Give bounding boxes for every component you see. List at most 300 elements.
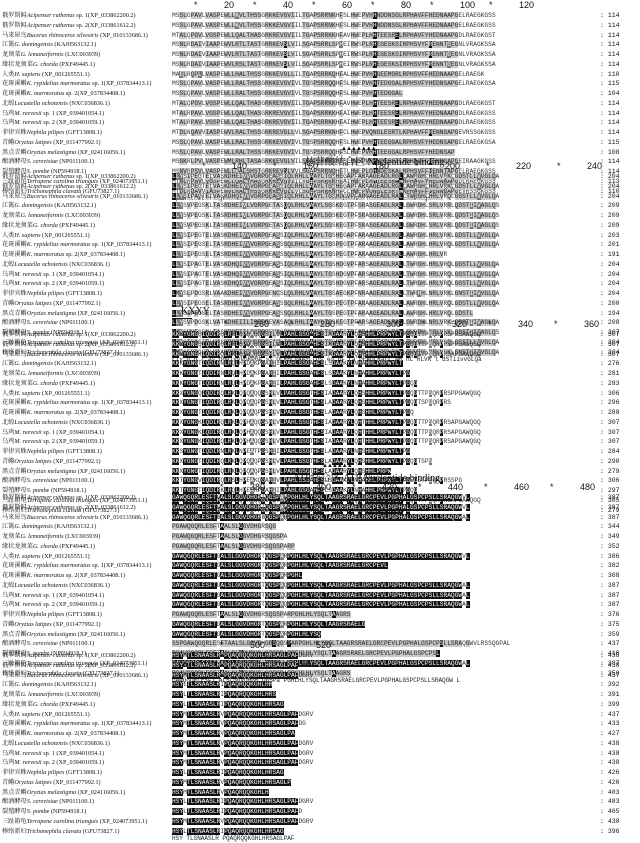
species-accession: (XP_024073951.1): [99, 338, 148, 346]
species-scientific-name: Oryzias latipes: [14, 457, 52, 465]
species-scientific-name: G. domingensis: [14, 360, 53, 368]
alignment-row: [0, 109, 640, 119]
species-chinese-name: 俄罗斯鲟: [2, 652, 27, 659]
residue-count-value: 204: [607, 348, 620, 356]
species-scientific-name: Trichonephila clavata: [26, 669, 82, 677]
residue-count: : 108: [600, 148, 620, 156]
species-scientific-name: Bucerus rhinoceros silvestris: [26, 513, 99, 521]
sequence-residues: LLYSVPEGSKLTASRDHEIVLVGRPGETASQQLRHLVAAYLSGSKEGTPFSRASGEADLRALLGWRDHLSRLVRRLQDSTIIVAGLQS: [172, 202, 500, 210]
sequence-residues: MTALRPAVLVGSPEWLLQALTHASGRKREVGVIILTGAPSRRKKHFAIHWEPLHHTEESRELRPHAVFYHEDNAAPGDLRAEGKGSS: [172, 119, 496, 127]
species-label: [2, 581, 168, 591]
residue-count: : 387: [600, 503, 620, 511]
species-accession: sp. 2(XP_037834408.1): [65, 572, 126, 579]
residue-count-value: 437: [607, 640, 620, 648]
residue-count: : 296: [600, 399, 620, 407]
species-accession: (LXC003939): [65, 51, 101, 58]
species-label: [2, 270, 168, 280]
species-label: [2, 493, 168, 503]
species-chinese-name: 乌鸡: [2, 601, 15, 609]
species-scientific-name: M. reevesii: [14, 280, 42, 288]
ruler-star: *: [356, 319, 360, 329]
species-chinese-name: 酿酒酵母: [2, 798, 27, 806]
alignment-row: [0, 50, 640, 60]
species-chinese-name: 马来犀鸟: [2, 671, 27, 679]
residue-count: : 376: [600, 611, 620, 618]
ruler-star: *: [273, 161, 277, 171]
species-accession: (NP594918.1): [50, 487, 87, 494]
species-chinese-name: 黑点青鳉: [2, 148, 27, 156]
sequence-residues: MSSLGPAVLVASPEWLLKVLTHSSGRKKEVGVIILTGAPSRRNKHFSLHWEPVHHNDDNSGLRPHAVFFHEDNAAPGELRAEGKGSS: [172, 12, 496, 19]
species-chinese-name: 裂殖酵母: [2, 808, 27, 815]
alignment-row: [0, 192, 640, 202]
species-label: [2, 591, 168, 601]
species-chinese-name: 人类: [2, 710, 15, 718]
species-scientific-name: Locustella ochotensis: [14, 99, 68, 107]
residue-count-value: 114: [607, 21, 620, 29]
residue-count: : 194: [600, 309, 620, 317]
residue-count: : 344: [600, 523, 620, 531]
residue-count: : 426: [600, 769, 620, 776]
alignment-row: [0, 710, 640, 720]
sequence-residues: R G P: [172, 507, 596, 515]
species-accession: (XP_024116056.1): [77, 630, 126, 638]
alignment-row: [0, 211, 640, 221]
species-accession: (NXC036836.1): [69, 418, 110, 426]
sequence-residues: W A HLHLYSQLTAAGRSRAELGRCPEVLPGPHALGSPCPSL: [172, 650, 596, 658]
species-accession: (XP_024073951.1): [99, 817, 148, 825]
residue-count: : 191: [600, 251, 620, 258]
species-label: [2, 31, 168, 41]
residue-count-value: 387: [607, 601, 620, 609]
sequence-residues: GAWQGQRLESFTGALSLGGVDHGRTQGSPAQPGHLHLYSQLTAAGRSRAELGRCPEVLPGPHALGSPCPSLLSRAQGWAL: [172, 581, 470, 589]
species-accession: (XP_010133686.1): [100, 192, 148, 200]
residue-count-value: 382: [607, 562, 620, 570]
species-label: [2, 739, 168, 749]
alignment-row: [0, 788, 640, 798]
ruler-tick-label: 440: [448, 482, 464, 492]
species-accession: (NP594918.1): [50, 650, 87, 657]
species-accession: (LXC003939): [65, 212, 101, 219]
species-scientific-name: G. chorda: [32, 221, 58, 229]
alignment-row: [0, 289, 640, 299]
species-accession: (NXC036836.1): [69, 260, 110, 268]
ruler-star: *: [550, 482, 554, 492]
species-scientific-name: G. lemaneiformis: [20, 51, 64, 58]
residue-count: : 279: [600, 506, 620, 514]
species-scientific-name: Locustella ochotensis: [14, 581, 68, 589]
residue-count-value: 201: [607, 241, 620, 249]
residue-count: : 307: [600, 428, 620, 436]
species-chinese-name: 人类: [2, 231, 15, 239]
species-label: [2, 260, 168, 270]
ruler-tick-label: 220: [516, 161, 532, 171]
alignment-row: [0, 581, 640, 591]
ruler-star: *: [253, 0, 257, 10]
species-scientific-name: H. sapiens: [14, 70, 41, 78]
species-chinese-name: 棒络新妇: [2, 506, 27, 514]
sequence-residues: LLYSIPEGSELTASRDHEIVVVGRPGEASSSQLRHLLAAYLTGSPEGTPFARAAGEADLRALLAWRGHLHRLVRQLGDSTLLVVGLQA: [172, 241, 500, 249]
species-scientific-name: K. rypidelius marmoratus: [26, 562, 91, 570]
species-scientific-name: G. chorda: [32, 542, 58, 550]
alignment-row: [0, 542, 640, 552]
sequence-residues: HSYMTLSNAASLRVPQAQRQQKGHLHRSAGLPAFDG: [172, 720, 306, 728]
species-accession: sp. 1 (XP_039401054.1): [43, 591, 105, 599]
species-accession: (LXC003939): [65, 691, 101, 698]
sequence-residues: MAELRQPLLVASPEWLLHALTHSSGRKKEVGLLILTGAPSRRKQHFALHWEPVHHGEEMGRLRPHSVFFHEDNAAPGELRAEGK: [172, 70, 485, 78]
species-scientific-name: Acipenser ruthenus: [26, 21, 75, 29]
species-scientific-name: Locustella ochotensis: [14, 418, 68, 426]
species-accession: (XP_001265551.1): [42, 70, 90, 78]
species-label: [2, 552, 168, 562]
sequence-residues: KKXYGNGTIQDIRQLRKLQPQAQPGSRLVLPAHLGSGTHFSLADAARYLQHSHHLPRPW: [172, 467, 392, 475]
alignment-row: [0, 40, 640, 50]
residue-count-value: 204: [607, 290, 620, 297]
ruler-tick-label: 500: [250, 640, 266, 650]
species-accession: (XP_024073951.1): [99, 496, 148, 504]
species-accession: (NP594918.1): [50, 168, 87, 175]
residue-count: : 209: [600, 202, 620, 210]
alignment-row: [0, 379, 640, 389]
sequence-residues: HSYMTLSNAASLRVPQAQRQQKGHLHRSAGLPAFDGRV: [172, 661, 314, 669]
residue-count-value: 307: [607, 418, 620, 426]
ruler-tick-label: 20: [224, 0, 235, 10]
sequence-residues: W A HLHLYSQLTAAGRS: [172, 670, 596, 678]
sequence-residues: MSSLGPAVLVASPEWLLKVLTHSSGRKKEVGVIILTGAPSRRNKHFSLHWEPVHHNDDNSGLRPHAVFFHEDNAAPGELRAEGKGSS: [172, 21, 496, 29]
residue-count: : 438: [600, 739, 620, 747]
residue-count: : 387: [600, 494, 620, 501]
residue-count-value: 368: [607, 572, 620, 579]
species-accession: (XP_024116056.1): [77, 309, 126, 317]
residue-count-value: 208: [607, 319, 620, 327]
species-scientific-name: Acipenser ruthenus: [26, 503, 75, 511]
residue-count-value: 114: [607, 51, 620, 58]
species-scientific-name: G. lemaneiformis: [20, 370, 64, 377]
species-label: [2, 408, 168, 418]
species-scientific-name: Oryzias melastigma: [26, 788, 77, 796]
residue-count: : 359: [600, 630, 620, 638]
species-accession: sp. 1 (XP_039401054.1): [43, 109, 105, 117]
species-label: [2, 651, 168, 661]
sequence-residues: LLYSVPEGSKLTASRDHEIVLVGRPGETASQQLRHLVAAYLSGSKEGTPFSRASGEADLRALLGWRDHLSRLVRRLQDSTIIVAGLQS: [172, 221, 500, 229]
residue-count-value: 416: [607, 650, 620, 657]
sequence-residues: HSYMTLSNAASLRVPQAQRQQKGHLHRSAGLPAFDGRV: [172, 652, 314, 659]
species-accession: sp. 1(XP_037834413.1): [92, 399, 152, 407]
residue-count-value: 305: [607, 496, 620, 504]
sequence-residues: LLYSIPAGTELVASKDHQIVVVGRPGEASSIQLRHLLAAYLTGSHDGVPFARSAGEADLRALLTWRGHLHRLVRQLGGSTLLVVGLQA: [172, 260, 500, 268]
species-label: [2, 172, 168, 182]
species-label: [2, 457, 168, 467]
alignment-row: [0, 758, 640, 768]
sequence-residues: MSGKRLPVLVASPEWMLRHLTASAGRKKEVGLVILSGAPSRRNSHFSLHWEPVRHNDESGTLRPHAVFFRENNGAPGEIRAAGKGSS: [172, 158, 496, 166]
species-scientific-name: Oryzias melastigma: [26, 309, 77, 317]
species-label: [2, 70, 168, 80]
species-chinese-name: 三趾箱龟: [2, 177, 27, 185]
species-chinese-name: 花斑溪鳉: [2, 399, 27, 407]
species-scientific-name: S. cerevisiae: [26, 640, 58, 648]
alignment-row: [0, 70, 640, 80]
residue-count-value: 438: [607, 661, 620, 669]
sequence-residues: PGAWQGQRLESFTAALSLGGVDHGRSQG: [172, 523, 277, 531]
ruler-tick-label: 380: [250, 482, 266, 492]
species-chinese-name: 乌鸡: [2, 759, 15, 767]
residue-count-value: 307: [607, 438, 620, 446]
species-label: [2, 398, 168, 408]
species-label: [2, 797, 168, 807]
species-accession: (XP_024116056.1): [77, 788, 126, 796]
residue-count-value: 307: [607, 350, 620, 358]
species-scientific-name: M. reevesii: [14, 601, 42, 609]
alignment-row: [0, 749, 640, 759]
alignment-row: [0, 340, 640, 350]
alignment-row: [0, 369, 640, 379]
residue-count-value: 350: [607, 669, 620, 677]
species-chinese-name: 俄罗斯鲟: [2, 503, 27, 511]
species-label: [2, 522, 168, 532]
species-label: [2, 532, 168, 542]
species-chinese-name: 黑点青鳉: [2, 309, 27, 317]
ruler-star: *: [371, 0, 375, 10]
residue-count: : 114: [600, 99, 620, 107]
species-scientific-name: Bucerus rhinoceros silvestris: [26, 671, 99, 679]
sequence-residues: HSYLTLSNAASLRIPQAQRQQKGHLHRSAGLPAFD: [172, 808, 303, 815]
alignment-row: [0, 221, 640, 231]
species-accession: (GFT13808.1): [65, 290, 102, 297]
species-accession: (GFU73827.1): [82, 187, 120, 195]
alignment-row: [0, 60, 640, 70]
species-chinese-name: 青鳉: [2, 138, 15, 146]
consensus-line: HSY TLSNAASLR PQAQRQQKGHLHRSAGLPAF: [172, 835, 295, 843]
residue-count: : 204: [600, 338, 620, 346]
alignment-row: [0, 138, 640, 148]
consensus-line: GAWQGQRLESFT ALSLGGVDHGR QGSPa PGHLHLYSQLTAAGRSRAELGRCPEVLPGPHALGSPCPSLLSRAQGW L: [172, 677, 461, 685]
residue-count-value: 427: [607, 730, 620, 737]
ruler-tick-label: 280: [320, 319, 336, 329]
species-chinese-name: 北蝗: [2, 739, 15, 747]
residue-count: : 203: [600, 231, 620, 239]
alignment-row: [0, 690, 640, 700]
residue-count: : 201: [600, 241, 620, 249]
sequence-residues: KKXYGNGQIQDIRQLRKLQPQAQQGSRLVLPAHLGSGTHFSIADAARYLQHSHHLPRPWYLTPGQGTTPSQRPRSPPGAWQGQ: [172, 340, 481, 348]
alignment-row: [0, 279, 640, 289]
ruler-tick-label: 400: [316, 482, 332, 492]
residue-count: : 392: [600, 681, 620, 689]
sequence-residues: HSYLTLSNAASLRIPQAQRQQKGHLHR: [172, 681, 273, 689]
species-chinese-name: 龙须菜: [2, 51, 21, 58]
consensus-line: LtGaPSRR es: [254, 195, 338, 203]
sequence-residues: KKXYGNGKIQDIRQLRKLQPHAQQGSRLVLPAHLGSGTHFSIADAARYLQHTHHLPRPWYLTPGQGTTPSQRPRSAPGAWQGQ: [172, 428, 481, 436]
species-label: [2, 60, 168, 70]
sequence-residues: LLYSIPEGTELVASKDHEIVVVGRPGEASSIQLRHLLAAYLTGSHEGAPFARAAGEADLRGLLAWRGHLHRLVRKLGDSTLLVVGLQA: [172, 182, 500, 190]
species-chinese-name: 乌鸡: [2, 428, 15, 436]
residue-count-value: 114: [607, 129, 620, 136]
species-chinese-name: 花斑溪鳉: [2, 562, 27, 570]
species-label: [2, 447, 168, 457]
residue-count-value: 437: [607, 710, 620, 718]
species-label: [2, 690, 168, 700]
species-accession: (NP011100.1): [59, 477, 95, 485]
species-accession: (NP011100.1): [59, 798, 95, 806]
residue-count: : 281: [600, 370, 620, 377]
species-accession: (KAJ0563132.1): [54, 523, 97, 531]
species-label: [2, 827, 168, 837]
ruler-star: *: [554, 319, 558, 329]
species-chinese-name: 菲律宾蛛: [2, 290, 27, 297]
species-chinese-name: 缘状龙须菜: [2, 700, 33, 708]
residue-count: : 307: [600, 418, 620, 426]
species-accession: sp. 1(XP_033862200.2): [76, 331, 136, 338]
ruler-star: *: [488, 319, 492, 329]
species-scientific-name: Terrapene carolina triunguis: [26, 817, 99, 825]
alignment-row: [0, 389, 640, 399]
sequence-residues: GAWQGQRLESFTGALSLGGVDHGRTQGSPAQPGHLHLYSQLTAAGRSRAELGRCPEVLPGPHALGSPCPSLLSRAQGWAL: [172, 513, 470, 521]
ruler-star: *: [484, 482, 488, 492]
residue-count: : 114: [600, 119, 620, 127]
species-chinese-name: 江篱: [2, 202, 15, 210]
species-scientific-name: Trichonephila clavata: [26, 506, 82, 514]
species-accession: sp. 1(XP_037834413.1): [92, 241, 152, 249]
species-chinese-name: 北蝗: [2, 260, 15, 268]
residue-count: : 204: [600, 280, 620, 288]
species-chinese-name: 人类: [2, 70, 15, 78]
residue-count-value: 200: [607, 299, 620, 307]
species-chinese-name: 马来犀鸟: [2, 350, 27, 358]
species-accession: (XP_024116056.1): [77, 467, 126, 475]
residue-count: : 110: [600, 187, 620, 195]
species-accession: (PXF49445.1): [59, 379, 95, 387]
species-scientific-name: Nephila pilipes: [26, 769, 65, 776]
residue-count: : 113: [600, 177, 620, 185]
sequence-residues: KKTYGNGTIQDIRKLRQLHPEAKPGARIILPAHLGSGAHFSLSDAAKYLNHAHHLPRPWYLTPGQG: [172, 487, 418, 494]
alignment-row: [0, 610, 640, 620]
residue-count-value: 114: [607, 41, 620, 49]
sequence-residues: GAWQGQRLESFTGALSLGGVDHGRTQGSPARPGHL: [172, 572, 303, 579]
residue-count: : 350: [600, 669, 620, 677]
alignment-row: [0, 79, 640, 89]
species-accession: sp. 1(XP_037834413.1): [92, 720, 152, 728]
residue-count: : 306: [600, 389, 620, 397]
residue-count-value: 296: [607, 399, 620, 407]
sequence-residues: HSYMTLSNAASLRVPQAQRQQKGHLHRSAGLPAFDGRV: [172, 710, 314, 718]
sequence-residues: KKTYGNGVIQDIRQLRSLHPEAKQGARIVLPAHLGSGAHFSLSDAAKYLNHAHHLPRPWYLTPGEGSTPSQRPRSSPG: [172, 477, 463, 485]
species-scientific-name: Terrapene carolina triunguis: [26, 496, 99, 504]
residue-count-value: 386: [607, 552, 620, 560]
residue-count: : 204: [600, 270, 620, 278]
species-label: [2, 279, 168, 289]
alignment-row: [0, 739, 640, 749]
species-label: [2, 299, 168, 309]
alignment-row: [0, 680, 640, 690]
species-accession: sp. 1 (XP_039401054.1): [43, 749, 105, 757]
species-scientific-name: Acipenser ruthenus: [26, 182, 75, 190]
sequence-residues: MSSLQPAVLVASPEWLLRALTHSSGRKKEVGVIVLTGSPSRRQQHFSLHWEPVHHTEEGGALRPHSVFYHEDNSAP: [172, 148, 455, 156]
species-label: [2, 11, 168, 21]
alignment-row: [0, 661, 640, 671]
alignment-row: [0, 250, 640, 260]
species-chinese-name: 俄罗斯鲟: [2, 661, 27, 669]
species-accession: (NXC036836.1): [69, 581, 110, 589]
ruler-star: *: [430, 0, 434, 10]
ruler-star: *: [290, 319, 294, 329]
residue-count: : 399: [600, 700, 620, 708]
residue-count: : 307: [600, 340, 620, 348]
residue-count: : 438: [600, 749, 620, 757]
species-label: [2, 768, 168, 778]
species-scientific-name: Oryzias latipes: [14, 138, 52, 146]
sequence-residues: Y G A H I V GR G C A TG G F R L W HHL RL RKLGNSTIIVVGLQA: [172, 349, 596, 357]
species-scientific-name: S. pombe: [26, 487, 50, 494]
species-scientific-name: G. domingensis: [14, 681, 53, 689]
residue-count: : 368: [600, 572, 620, 579]
alignment-row: [0, 330, 640, 340]
residue-count-value: 392: [607, 681, 620, 689]
ruler-star: *: [418, 482, 422, 492]
residue-count: : 438: [600, 759, 620, 767]
alignment-row: [0, 89, 640, 99]
residue-count: : 207: [600, 329, 620, 336]
sequence-residues: SSPGAWQGQRLESFTAALSLGGVDHGRSQGSPARPGHLHLYSQLTAAGRSRAELGRCPEVLPGPHALGSPCPSLLSRAQGWVLRSSQGPAL: [172, 640, 511, 648]
sequence-residues: MTALRPAVLVGSPEWLLQALTHASGRKREVGVIILTGAPSRRKKHFAIHWEPLHHTEESRELRPHAVFYHEDNAAPGDLRAEGKGSS: [172, 177, 496, 185]
residue-count-value: 108: [607, 148, 620, 156]
alignment-row: [0, 729, 640, 739]
ruler-star: *: [344, 161, 348, 171]
residue-count: : 204: [600, 290, 620, 297]
residue-count: : 204: [600, 192, 620, 200]
species-chinese-name: 棒络新妇: [2, 187, 27, 195]
residue-count-value: 426: [607, 769, 620, 776]
ruler-tick-label: 60: [342, 0, 353, 10]
species-scientific-name: Oryzias latipes: [14, 299, 52, 307]
species-chinese-name: 北蝗: [2, 418, 15, 426]
residue-count: : 290: [600, 457, 620, 465]
species-label: [2, 561, 168, 571]
species-chinese-name: 缘状龙须菜: [2, 542, 33, 550]
residue-count: : 403: [600, 788, 620, 796]
species-scientific-name: Nephila pilipes: [26, 448, 65, 455]
species-accession: (XP_011477992.1): [53, 778, 101, 786]
alignment-row: [0, 21, 640, 31]
species-accession: sp. 2 (XP_039401059.1): [43, 438, 105, 446]
ruler-tick-label: 420: [382, 482, 398, 492]
species-scientific-name: Trichonephila clavata: [26, 827, 82, 835]
sequence-residues: LLYSIPEGSELTASRDHEIVVVGRPGEASSSQLRHLLAAYLTGSPEGTPFARAAGEADLRALLAWRGHLHRLVR: [172, 251, 448, 258]
species-chinese-name: 江篱: [2, 523, 15, 531]
ruler-tick-label: 160: [303, 161, 319, 171]
residue-count: : 114: [600, 158, 620, 166]
sequence-residues: MTALQPGVLVGSPEWLLQALTHASGRKREVGVIILTGAPSRRKKHFAVHWEPLHHTEESRELRPHAVFYHEDNAAPGDLRAEGKGST: [172, 31, 496, 39]
species-label: [2, 571, 168, 581]
species-accession: (PXF49445.1): [59, 700, 95, 708]
sequence-residues: LLYSIPEGSELTASRDHEIVVVGRPGEASSSQLRHLLAAYLTGSPEGTPFARAAGEADLRALLAWRGHLHRLVRQLGDSTLLVVGLQA: [172, 299, 500, 307]
residue-count: : 387: [600, 659, 620, 667]
sequence-residues: HSYLTLSNAASLRIPQAQRQQKGHLHRSAGLPAFDGRV: [172, 798, 314, 806]
species-scientific-name: K. marmoratus: [26, 90, 65, 97]
species-label: [2, 128, 168, 138]
species-scientific-name: Nephila pilipes: [26, 290, 65, 297]
species-scientific-name: M. reevesii: [14, 428, 42, 436]
species-scientific-name: K. rypidelius marmoratus: [26, 399, 91, 407]
species-accession: sp. 1(XP_033862200.2): [76, 173, 136, 180]
residue-count-value: 344: [607, 523, 620, 531]
species-scientific-name: Acipenser ruthenus: [26, 340, 75, 348]
species-accession: (GFU73827.1): [82, 348, 120, 356]
species-chinese-name: 三趾箱龟: [2, 659, 27, 667]
species-scientific-name: H. sapiens: [14, 231, 41, 239]
sequence-residues: MSSLQPAVLVASPEWLLRALTHSSGRKKEVGVIVLTGSPSRRQQHFSLHWEPVHHTEDGGALRPHSVFYHEDNSAPGELRAEGKGSA: [172, 80, 496, 88]
residue-count-value: 204: [607, 280, 620, 288]
residue-count-value: 114: [607, 12, 620, 19]
species-scientific-name: M. reevesii: [14, 591, 42, 599]
species-label: [2, 630, 168, 640]
